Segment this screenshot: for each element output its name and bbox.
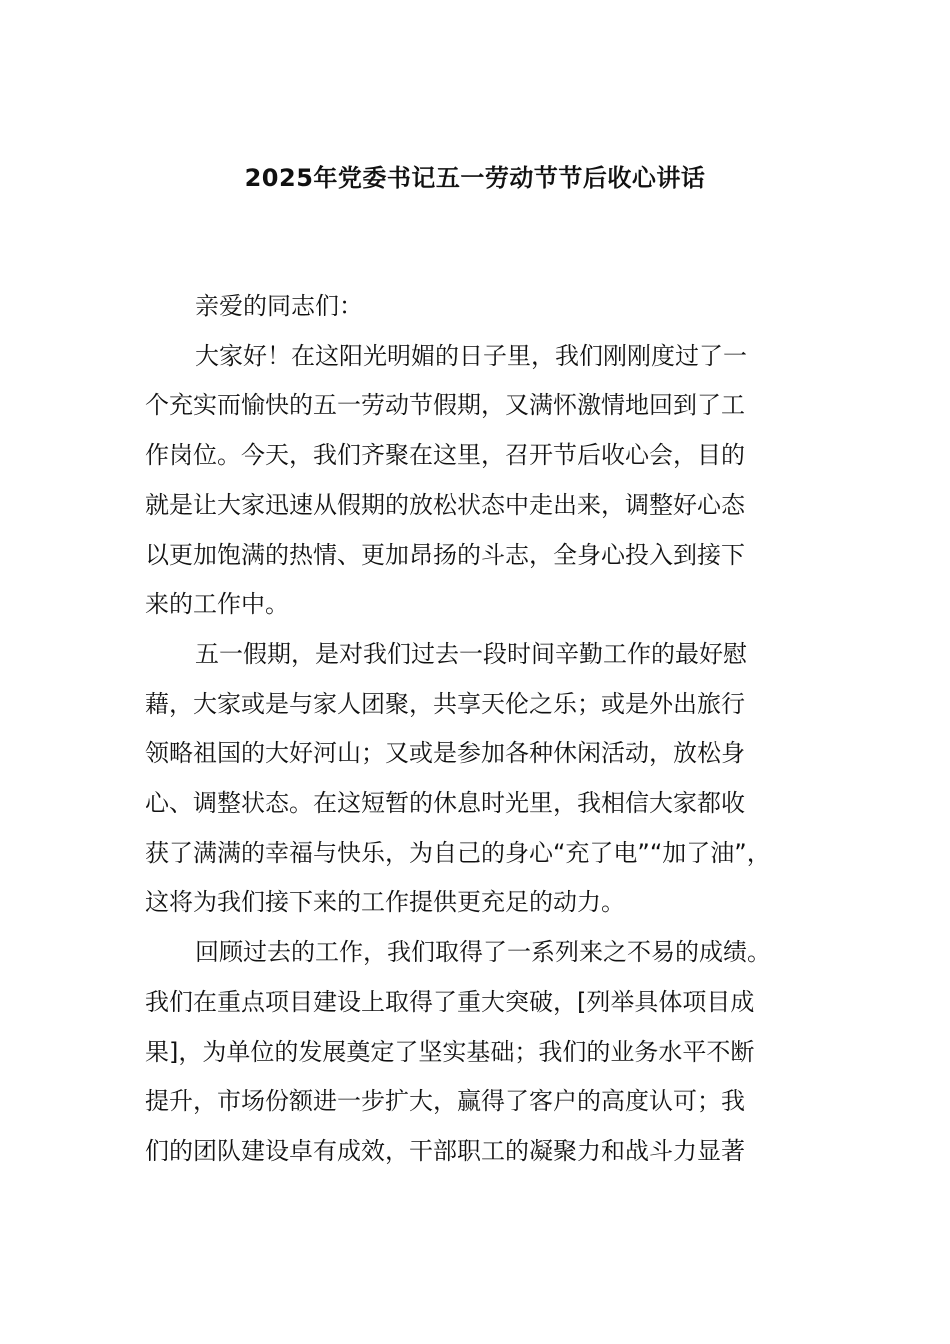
- salutation-paragraph: 亲爱的同志们：: [195, 292, 363, 320]
- body-paragraph: 回顾过去的工作，我们取得了一系列来之不易的成绩。 我们在重点项目建设上取得了重大突破，[列举具体项目成 果]，为单位的发展奠定了坚实基础；我们的业务水平不断 提升，市场份额进一步扩大，赢得了客户的高度认可；我 们的团队建设卓有成效，干部职工的凝聚力和战斗力显著: [145, 938, 771, 1165]
- document-body: [145, 282, 810, 1177]
- body-paragraph: 五一假期，是对我们过去一段时间辛勤工作的最好慰 藉，大家或是与家人团聚，共享天伦之乐；或是外出旅行 领略祖国的大好河山；又或是参加各种休闲活动，放松身 心、调整状态。在这短暂的休息时光里，我相信大家都收 获了满满的幸福与快乐，为自己的身心“充了电”“加了油”， 这将为我们接下来的工作提供更充足的动力。: [145, 639, 771, 917]
- document-title: 2025年党委书记五一劳动节节后收心讲话: [244, 164, 706, 192]
- body-paragraph: 大家好！在这阳光明媚的日子里，我们刚刚度过了一 个充实而愉快的五一劳动节假期，又满怀激情地回到了工 作岗位。今天，我们齐聚在这里，召开节后收心会，目的 就是让大家迅速从假期的放松状态中走出来，调整好心态 以更加饱满的热情、更加昂扬的斗志，全身心投入到接下 来的工作中。: [145, 341, 747, 619]
